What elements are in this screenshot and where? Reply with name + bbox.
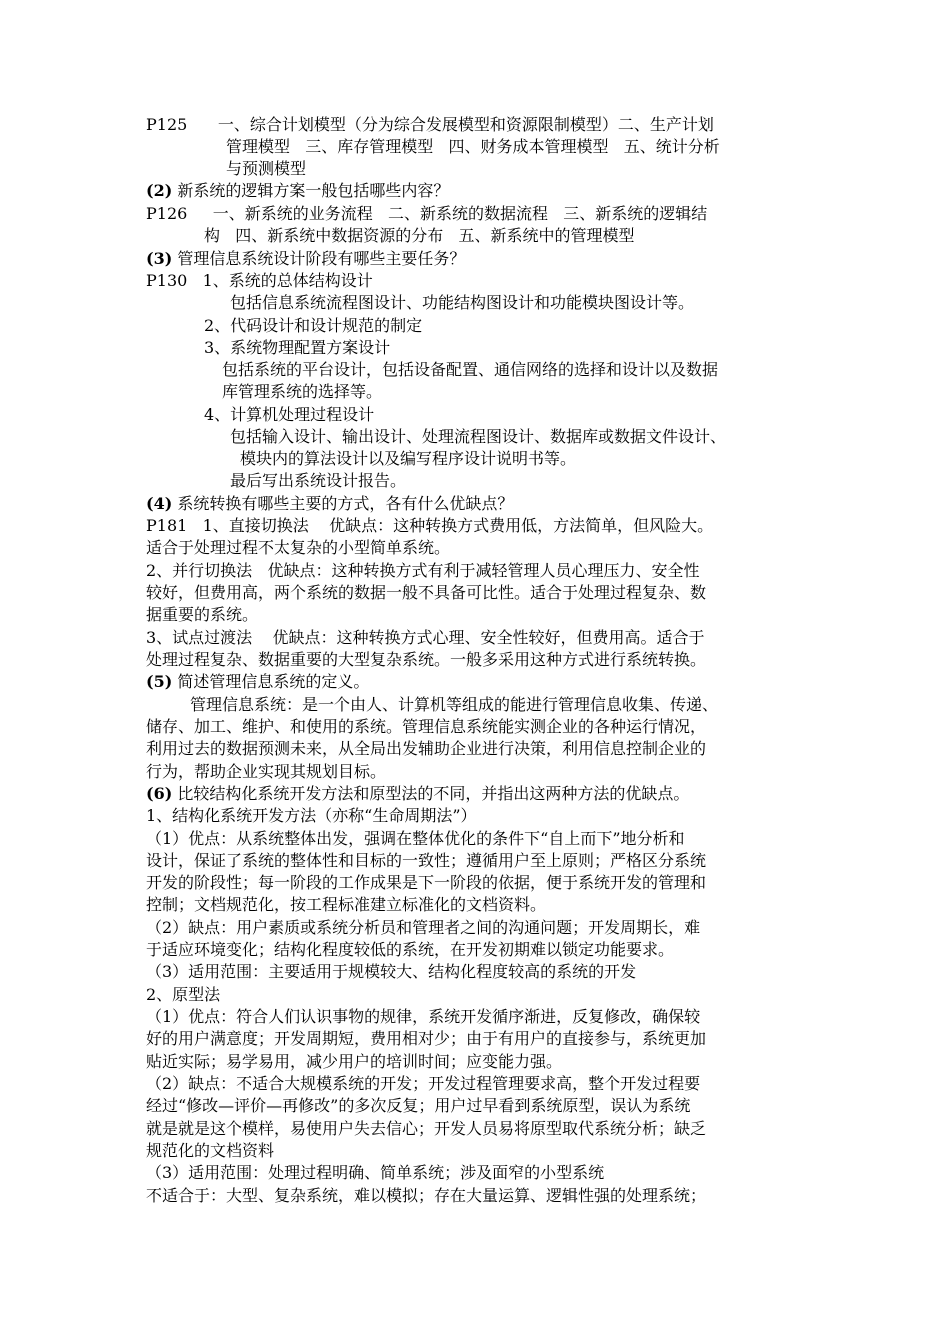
text-line: （3）适用范围：处理过程明确、简单系统；涉及面窄的小型系统 <box>146 1163 605 1182</box>
text-line: 4、计算机处理过程设计 <box>204 405 375 424</box>
text-line: （1）优点：从系统整体出发，强调在整体优化的条件下“自上而下”地分析和 <box>146 829 685 848</box>
text-line: 处理过程复杂、数据重要的大型复杂系统。一般多采用这种方式进行系统转换。 <box>146 650 707 669</box>
text-line: 最后写出系统设计报告。 <box>230 471 407 490</box>
text-line: 控制；文档规范化，按工程标准建立标准化的文档资料。 <box>146 895 547 914</box>
text-line: 就是就是这个模样，易使用户失去信心；开发人员易将原型取代系统分析；缺乏 <box>146 1119 707 1138</box>
question-text: 新系统的逻辑方案一般包括哪些内容？ <box>172 181 450 200</box>
question-number: (2) <box>146 181 173 200</box>
text-line: 规范化的文档资料 <box>146 1141 275 1160</box>
text-line: 管理模型 三、库存管理模型 四、财务成本管理模型 五、统计分析 <box>226 137 720 156</box>
question-number: (3) <box>146 249 173 268</box>
text-line: 包括输入设计、输出设计、处理流程图设计、数据库或数据文件设计、 <box>230 427 727 446</box>
text-line: 经过“修改—评价—再修改”的多次反复；用户过早看到系统原型，误认为系统 <box>146 1096 691 1115</box>
text-line: 包括信息系统流程图设计、功能结构图设计和功能模块图设计等。 <box>230 293 695 312</box>
question-number: (5) <box>146 672 173 691</box>
text-line: 与预测模型 <box>226 159 307 178</box>
text-line: 利用过去的数据预测未来，从全局出发辅助企业进行决策，利用信息控制企业的 <box>146 739 707 758</box>
question-text: 系统转换有哪些主要的方式，各有什么优缺点？ <box>172 494 514 513</box>
text-line: 3、系统物理配置方案设计 <box>204 338 391 357</box>
text-line: （1）优点：符合人们认识事物的规律，系统开发循序渐进，反复修改，确保较 <box>146 1007 701 1026</box>
text-line: 于适应环境变化；结构化程度较低的系统，在开发初期难以锁定功能要求。 <box>146 940 675 959</box>
text-line: （2）缺点：用户素质或系统分析员和管理者之间的沟通问题；开发周期长，难 <box>146 918 701 937</box>
text-line: 3、试点过渡法 优缺点：这种转换方式心理、安全性较好，但费用高。适合于 <box>146 628 705 647</box>
text-line: 模块内的算法设计以及编写程序设计说明书等。 <box>240 449 577 468</box>
text-line: （2）缺点：不适合大规模系统的开发；开发过程管理要求高，整个开发过程要 <box>146 1074 701 1093</box>
text-line: P130 1、系统的总体结构设计 <box>146 271 373 290</box>
text-line: 据重要的系统。 <box>146 605 259 624</box>
question-text: 比较结构化系统开发方法和原型法的不同，并指出这两种方法的优缺点。 <box>172 784 690 803</box>
question-heading <box>146 783 689 805</box>
text-line: 开发的阶段性；每一阶段的工作成果是下一阶段的依据，便于系统开发的管理和 <box>146 873 707 892</box>
text-line: 2、原型法 <box>146 985 221 1004</box>
text-line: 1、结构化系统开发方法（亦称“生命周期法”） <box>146 806 477 825</box>
question-heading <box>146 671 369 693</box>
text-line: 库管理系统的选择等。 <box>222 382 383 401</box>
question-number: (4) <box>146 494 173 513</box>
text-line: 构 四、新系统中数据资源的分布 五、新系统中的管理模型 <box>204 226 635 245</box>
question-heading <box>146 180 449 202</box>
text-line: （3）适用范围：主要适用于规模较大、结构化程度较高的系统的开发 <box>146 962 637 981</box>
question-heading <box>146 248 465 270</box>
text-line: 行为，帮助企业实现其规划目标。 <box>146 762 387 781</box>
text-line: 2、并行切换法 优缺点：这种转换方式有利于减轻管理人员心理压力、安全性 <box>146 561 700 580</box>
question-heading <box>146 493 513 515</box>
question-text: 简述管理信息系统的定义。 <box>172 672 370 691</box>
text-line: 适合于处理过程不太复杂的小型简单系统。 <box>146 538 451 557</box>
text-line: 设计，保证了系统的整体性和目标的一致性；遵循用户至上原则；严格区分系统 <box>146 851 707 870</box>
text-line: 储存、加工、维护、和使用的系统。管理信息系统能实测企业的各种运行情况， <box>146 717 707 736</box>
text-line: 管理信息系统：是一个由人、计算机等组成的能进行管理信息收集、传递、 <box>190 695 719 714</box>
text-line: 包括系统的平台设计，包括设备配置、通信网络的选择和设计以及数据 <box>222 360 719 379</box>
text-line: 2、代码设计和设计规范的制定 <box>204 316 423 335</box>
text-line: 不适合于：大型、复杂系统，难以模拟；存在大量运算、逻辑性强的处理系统； <box>146 1186 707 1205</box>
text-line: 好的用户满意度；开发周期短，费用相对少；由于有用户的直接参与，系统更加 <box>146 1029 707 1048</box>
text-line: 较好，但费用高，两个系统的数据一般不具备可比性。适合于处理过程复杂、数 <box>146 583 707 602</box>
question-number: (6) <box>146 784 173 803</box>
text-line: P125 一、综合计划模型（分为综合发展模型和资源限制模型）二、生产计划 <box>146 115 714 134</box>
text-line: P126 一、新系统的业务流程 二、新系统的数据流程 三、新系统的逻辑结 <box>146 204 708 223</box>
question-text: 管理信息系统设计阶段有哪些主要任务？ <box>172 249 466 268</box>
text-line: 贴近实际；易学易用，减少用户的培训时间；应变能力强。 <box>146 1052 563 1071</box>
text-line: P181 1、直接切换法 优缺点：这种转换方式费用低，方法简单，但风险大。 <box>146 516 714 535</box>
